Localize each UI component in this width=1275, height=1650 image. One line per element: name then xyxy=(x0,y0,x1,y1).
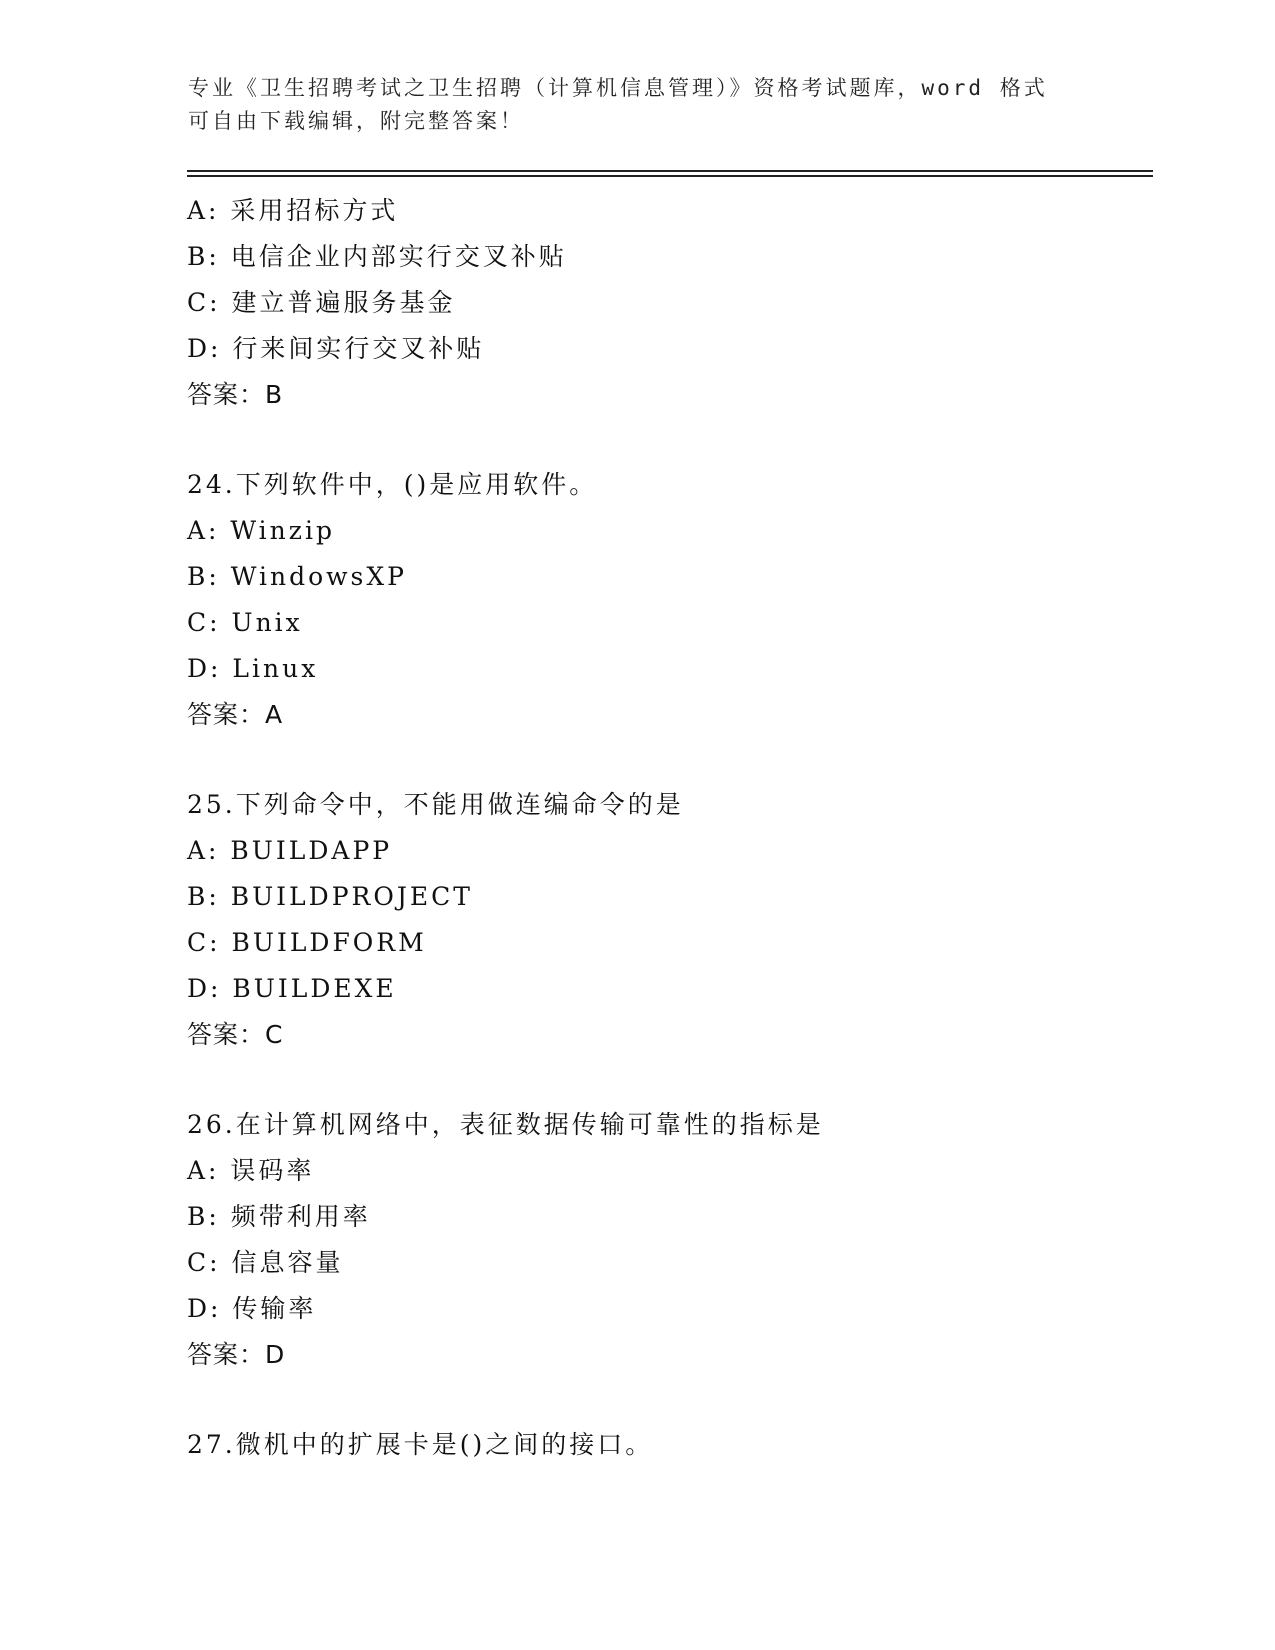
option-b: B: 电信企业内部实行交叉补贴 xyxy=(187,242,567,271)
option-c: C: 信息容量 xyxy=(187,1248,344,1277)
option-c: C: BUILDFORM xyxy=(187,928,427,957)
option-b: B: WindowsXP xyxy=(187,562,407,591)
option-d: D: BUILDEXE xyxy=(187,974,397,1003)
question-text: 27.微机中的扩展卡是()之间的接口。 xyxy=(187,1430,654,1459)
option-d: D: 传输率 xyxy=(187,1294,317,1323)
header-line-1: 专业《卫生招聘考试之卫生招聘（计算机信息管理）》资格考试题库，word 格式 xyxy=(188,76,1048,100)
header-divider-top xyxy=(187,170,1153,172)
option-a: A: 误码率 xyxy=(187,1156,315,1185)
header-line-2: 可自由下载编辑，附完整答案！ xyxy=(188,109,524,133)
option-a: A: 采用招标方式 xyxy=(187,196,399,225)
question-text: 25.下列命令中，不能用做连编命令的是 xyxy=(187,790,684,819)
option-a: A: Winzip xyxy=(187,516,335,545)
option-b: B: 频带利用率 xyxy=(187,1202,371,1231)
answer: 答案：A xyxy=(187,700,284,729)
question-25 xyxy=(187,782,1147,1058)
question-list xyxy=(187,188,1147,1468)
question-23 xyxy=(187,188,1147,418)
answer: 答案：C xyxy=(187,1020,284,1049)
option-c: C: Unix xyxy=(187,608,303,637)
document-header xyxy=(188,72,1088,138)
question-24 xyxy=(187,462,1147,738)
header-divider-bottom xyxy=(187,175,1153,177)
question-text: 26.在计算机网络中，表征数据传输可靠性的指标是 xyxy=(187,1110,824,1139)
option-a: A: BUILDAPP xyxy=(187,836,393,865)
question-27 xyxy=(187,1422,1147,1468)
option-b: B: BUILDPROJECT xyxy=(187,882,473,911)
question-26 xyxy=(187,1102,1147,1378)
answer: 答案：B xyxy=(187,380,284,409)
option-d: D: 行来间实行交叉补贴 xyxy=(187,334,485,363)
answer: 答案：D xyxy=(187,1340,286,1369)
question-text: 24.下列软件中，()是应用软件。 xyxy=(187,470,598,499)
option-c: C: 建立普遍服务基金 xyxy=(187,288,456,317)
option-d: D: Linux xyxy=(187,654,319,683)
